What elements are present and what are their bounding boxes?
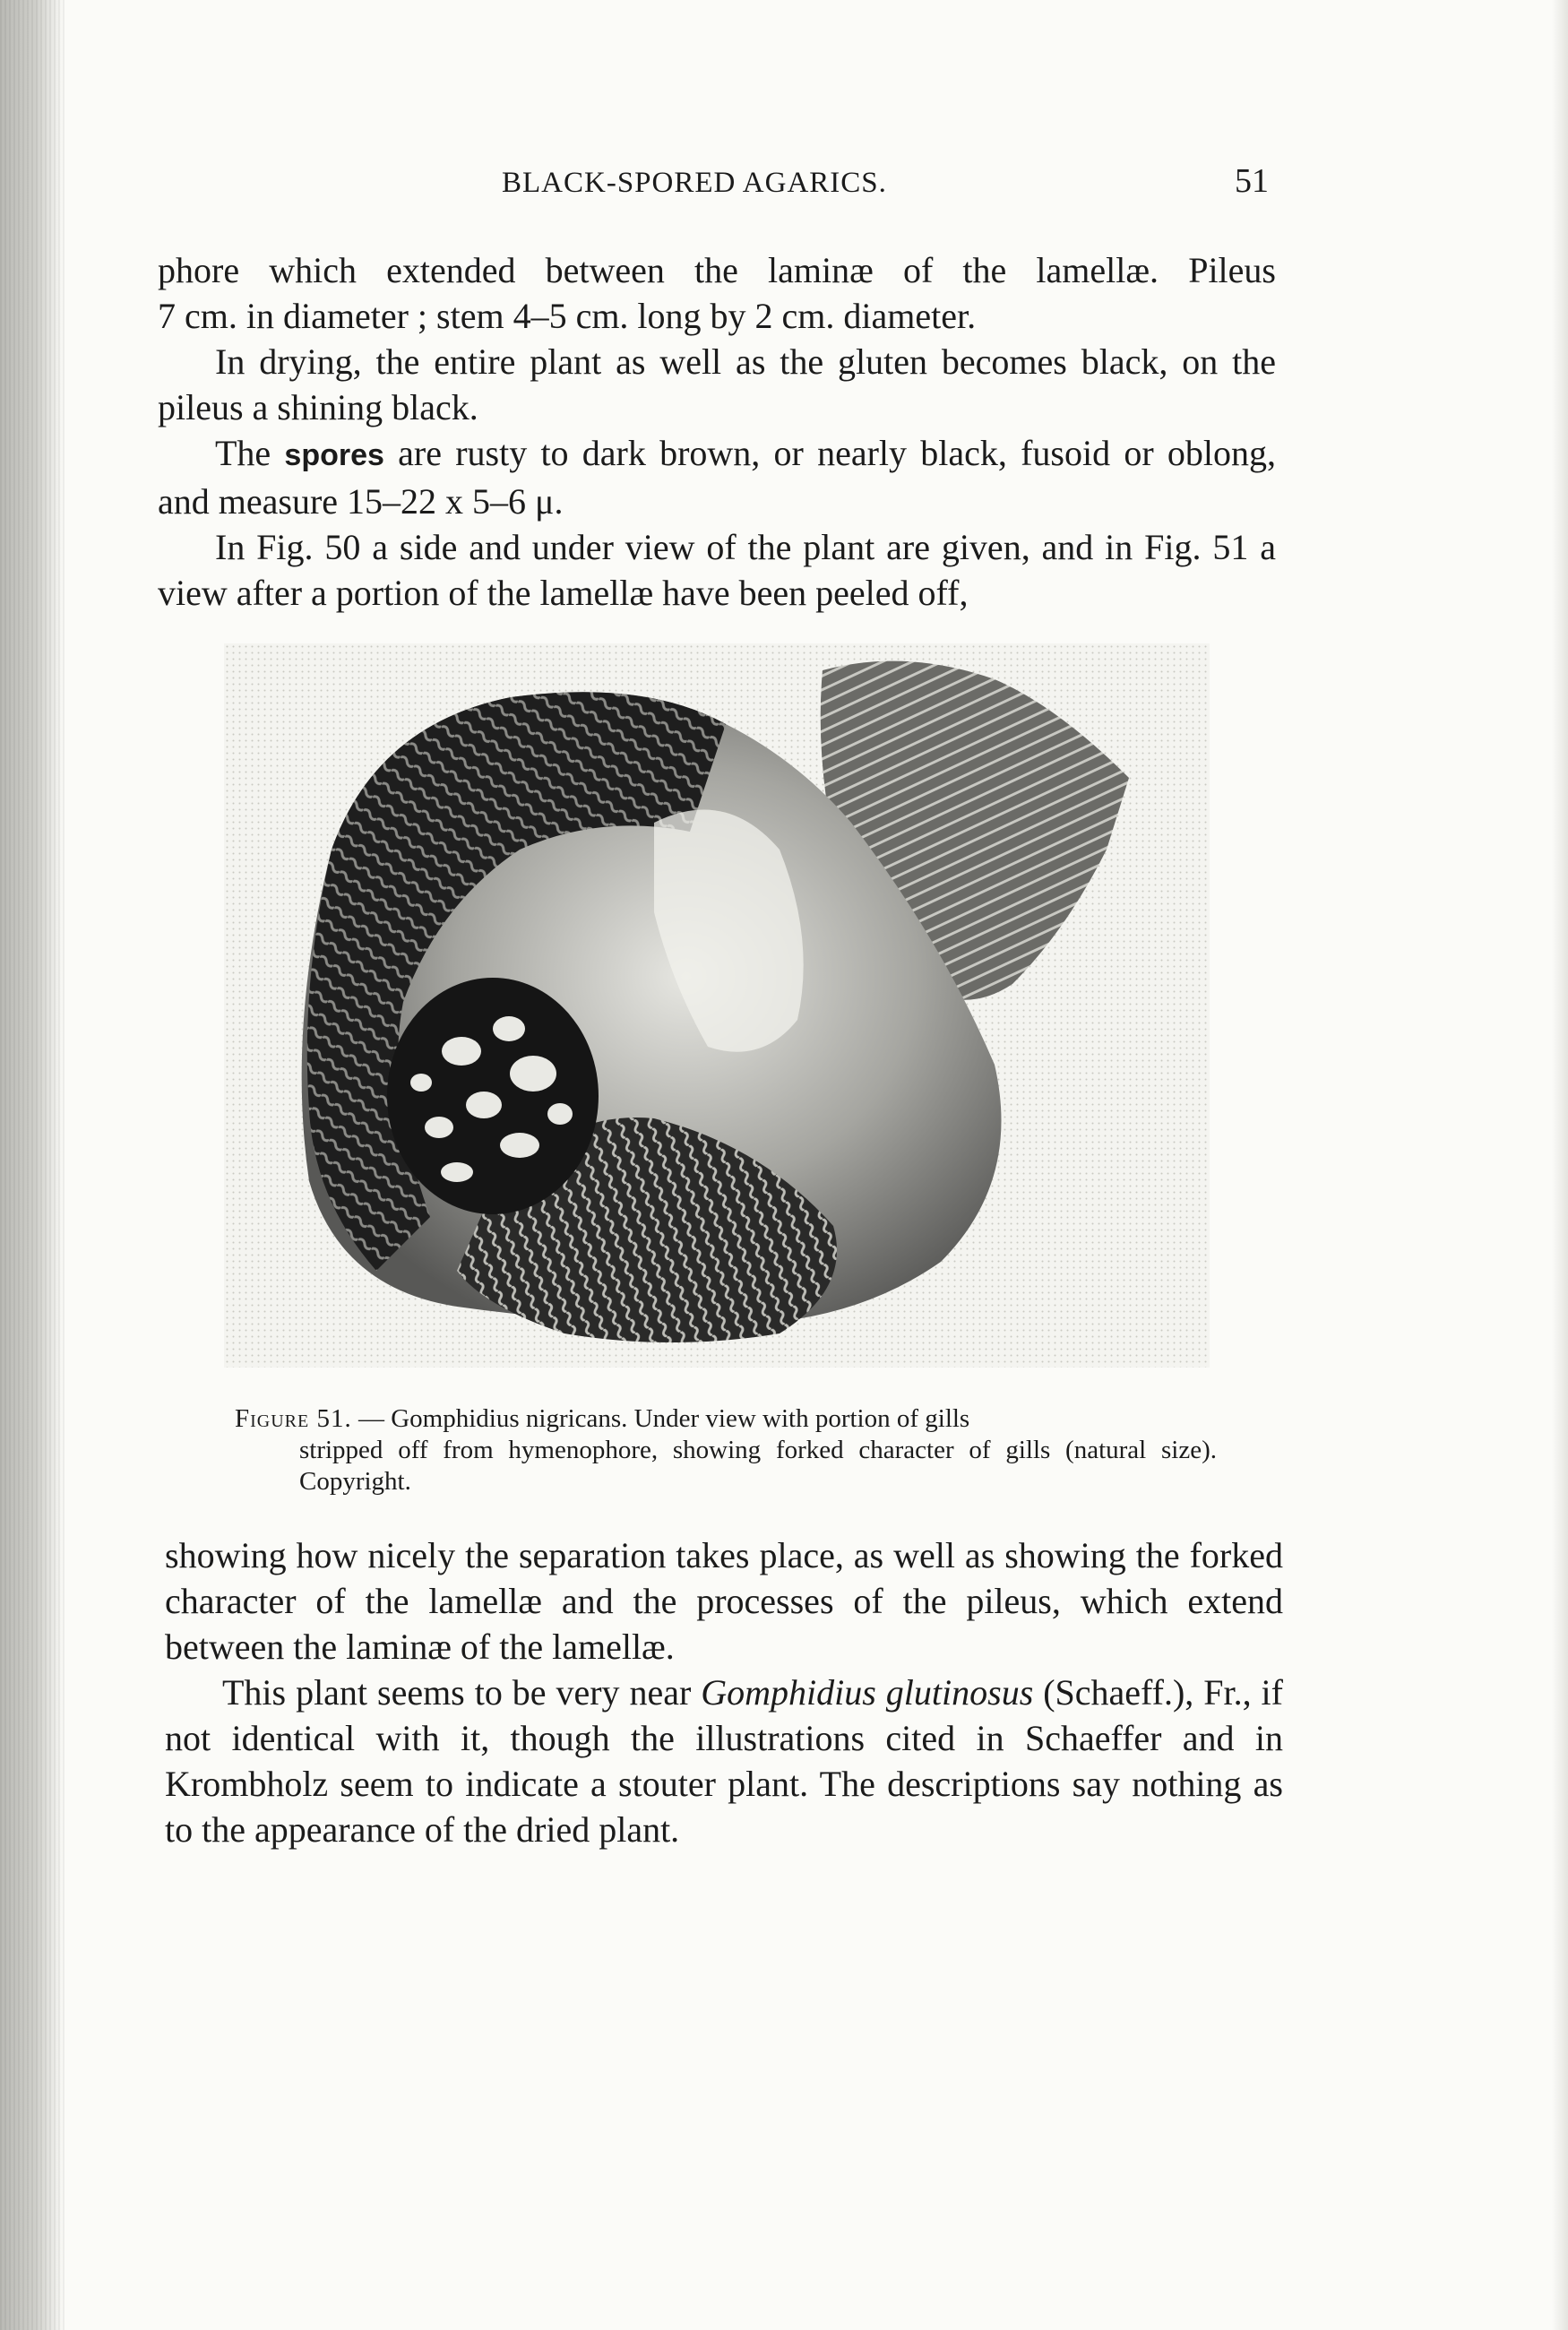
bottom-text-block bbox=[165, 1532, 1283, 1852]
spores-term: spores bbox=[284, 438, 384, 472]
paragraph-spores: The spores are rusty to dark brown, or nearly black, fusoid or oblong, and measure 15–22 x 5–6 μ. bbox=[158, 433, 1276, 522]
caption-first-line: — Gomphidius nigricans. Under view with portion of gills bbox=[351, 1404, 970, 1433]
scan-margin-right bbox=[1552, 0, 1568, 2330]
figure-51-photograph bbox=[224, 643, 1210, 1368]
paragraph-drying: In drying, the entire plant as well as the gluten becomes black, on the pileus a shining black. bbox=[158, 341, 1276, 427]
paragraph-comparison: This plant seems to be very near Gomphidius glutinosus (Schaeff.), Fr., if not identical with it, though the illustrations cited in Schaeffer and in Krombholz seem to indicate a stouter plant. The descriptions say nothing as to the appearance of the dried plant. bbox=[165, 1672, 1283, 1850]
paragraph-figures: In Fig. 50 a side and under view of the plant are given, and in Fig. 51 a view after a portion of the lamellæ have been peeled off, bbox=[158, 527, 1276, 613]
paragraph-continuation: phore which extended between the laminæ of the lamellæ. Pileus bbox=[158, 250, 1276, 290]
paragraph-separation: showing how nicely the separation takes place, as well as showing the forked character of the lamellæ and the processes of the pileus, which extend between the laminæ of the lamellæ. bbox=[165, 1535, 1283, 1667]
figure-caption bbox=[235, 1403, 1217, 1497]
top-text-block bbox=[158, 247, 1276, 616]
page-number: 51 bbox=[1235, 162, 1269, 200]
caption-continuation: stripped off from hymenophore, showing forked character of gills (natural size). Copyright. bbox=[299, 1436, 1217, 1496]
running-title: BLACK-SPORED AGARICS. bbox=[502, 167, 887, 199]
scan-margin-left bbox=[0, 0, 65, 2330]
paragraph-continuation-line2: 7 cm. in diameter ; stem 4–5 cm. long by 2 cm. diameter. bbox=[158, 296, 977, 336]
mushroom-halftone-image bbox=[224, 643, 1210, 1368]
species-name: Gomphidius glutinosus bbox=[701, 1672, 1034, 1713]
caption-figure-label: Figure 51. bbox=[235, 1404, 352, 1433]
